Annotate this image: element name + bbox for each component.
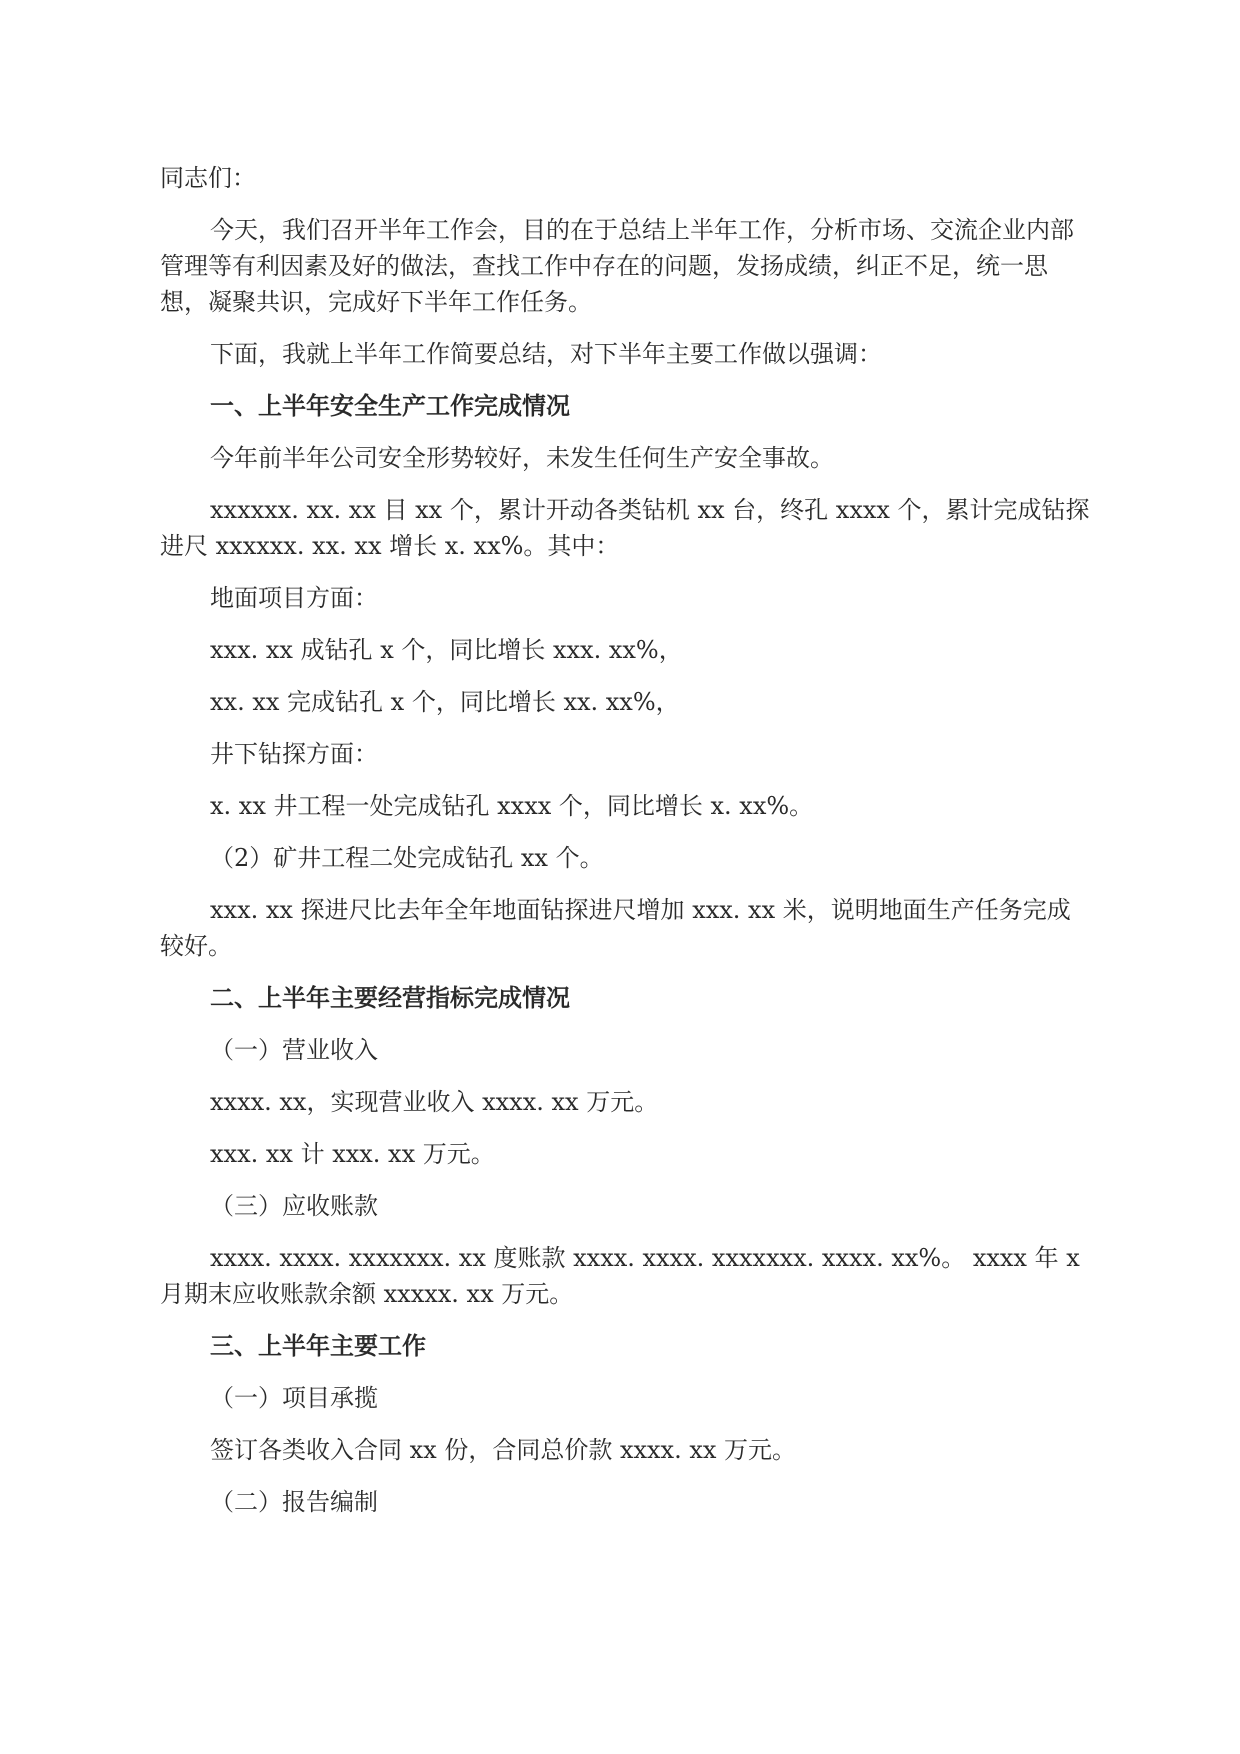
transition-paragraph: 下面，我就上半年工作简要总结，对下半年主要工作做以强调： <box>210 340 882 368</box>
body-paragraph: （2）矿井工程二处完成钻孔 xx 个。 <box>210 844 604 872</box>
body-paragraph: x. xx 井工程一处完成钻孔 xxxx 个，同比增长 x. xx%。 <box>210 792 814 820</box>
body-paragraph: xxx. xx 计 xxx. xx 万元。 <box>210 1140 495 1168</box>
body-paragraph: xxx. xx 探进尺比去年全年地面钻探进尺增加 xxx. xx 米，说明地面生产任务完成较好。 <box>160 896 1071 960</box>
body-paragraph: xxx. xx 成钻孔 x 个，同比增长 xxx. xx%， <box>210 636 683 664</box>
subheading: （三）应收账款 <box>210 1192 378 1220</box>
subheading: （一）营业收入 <box>210 1036 378 1064</box>
body-paragraph: 井下钻探方面： <box>210 740 378 768</box>
body-paragraph: 今年前半年公司安全形势较好，未发生任何生产安全事故。 <box>210 444 834 472</box>
body-paragraph: xxxx. xx，实现营业收入 xxxx. xx 万元。 <box>210 1088 659 1116</box>
body-paragraph: xx. xx 完成钻孔 x 个，同比增长 xx. xx%， <box>210 688 680 716</box>
body-paragraph: 地面项目方面： <box>210 584 378 612</box>
subheading: （一）项目承揽 <box>210 1384 378 1412</box>
document-body <box>160 160 1090 1536</box>
body-paragraph: 签订各类收入合同 xx 份，合同总价款 xxxx. xx 万元。 <box>210 1436 797 1464</box>
section-heading-operations: 二、上半年主要经营指标完成情况 <box>210 983 570 1012</box>
body-paragraph: xxxx. xxxx. xxxxxxx. xx 度账款 xxxx. xxxx. xxxxxxx. xxxx. xx%。 xxxx 年 x 月期末应收账款余额 xxxxx. xx 万元。 <box>160 1244 1080 1308</box>
subheading: （二）报告编制 <box>210 1488 378 1516</box>
section-heading-main-work: 三、上半年主要工作 <box>210 1331 426 1360</box>
body-paragraph: xxxxxx. xx. xx 目 xx 个，累计开动各类钻机 xx 台，终孔 xxxx 个，累计完成钻探进尺 xxxxxx. xx. xx 增长 x. xx%。其中： <box>160 496 1090 560</box>
salutation: 同志们： <box>160 164 256 192</box>
intro-paragraph: 今天，我们召开半年工作会，目的在于总结上半年工作，分析市场、交流企业内部管理等有利因素及好的做法，查找工作中存在的问题，发扬成绩，纠正不足，统一思想，凝聚共识，完成好下半年工作任务。 <box>160 216 1074 316</box>
section-heading-safety: 一、上半年安全生产工作完成情况 <box>210 391 570 420</box>
